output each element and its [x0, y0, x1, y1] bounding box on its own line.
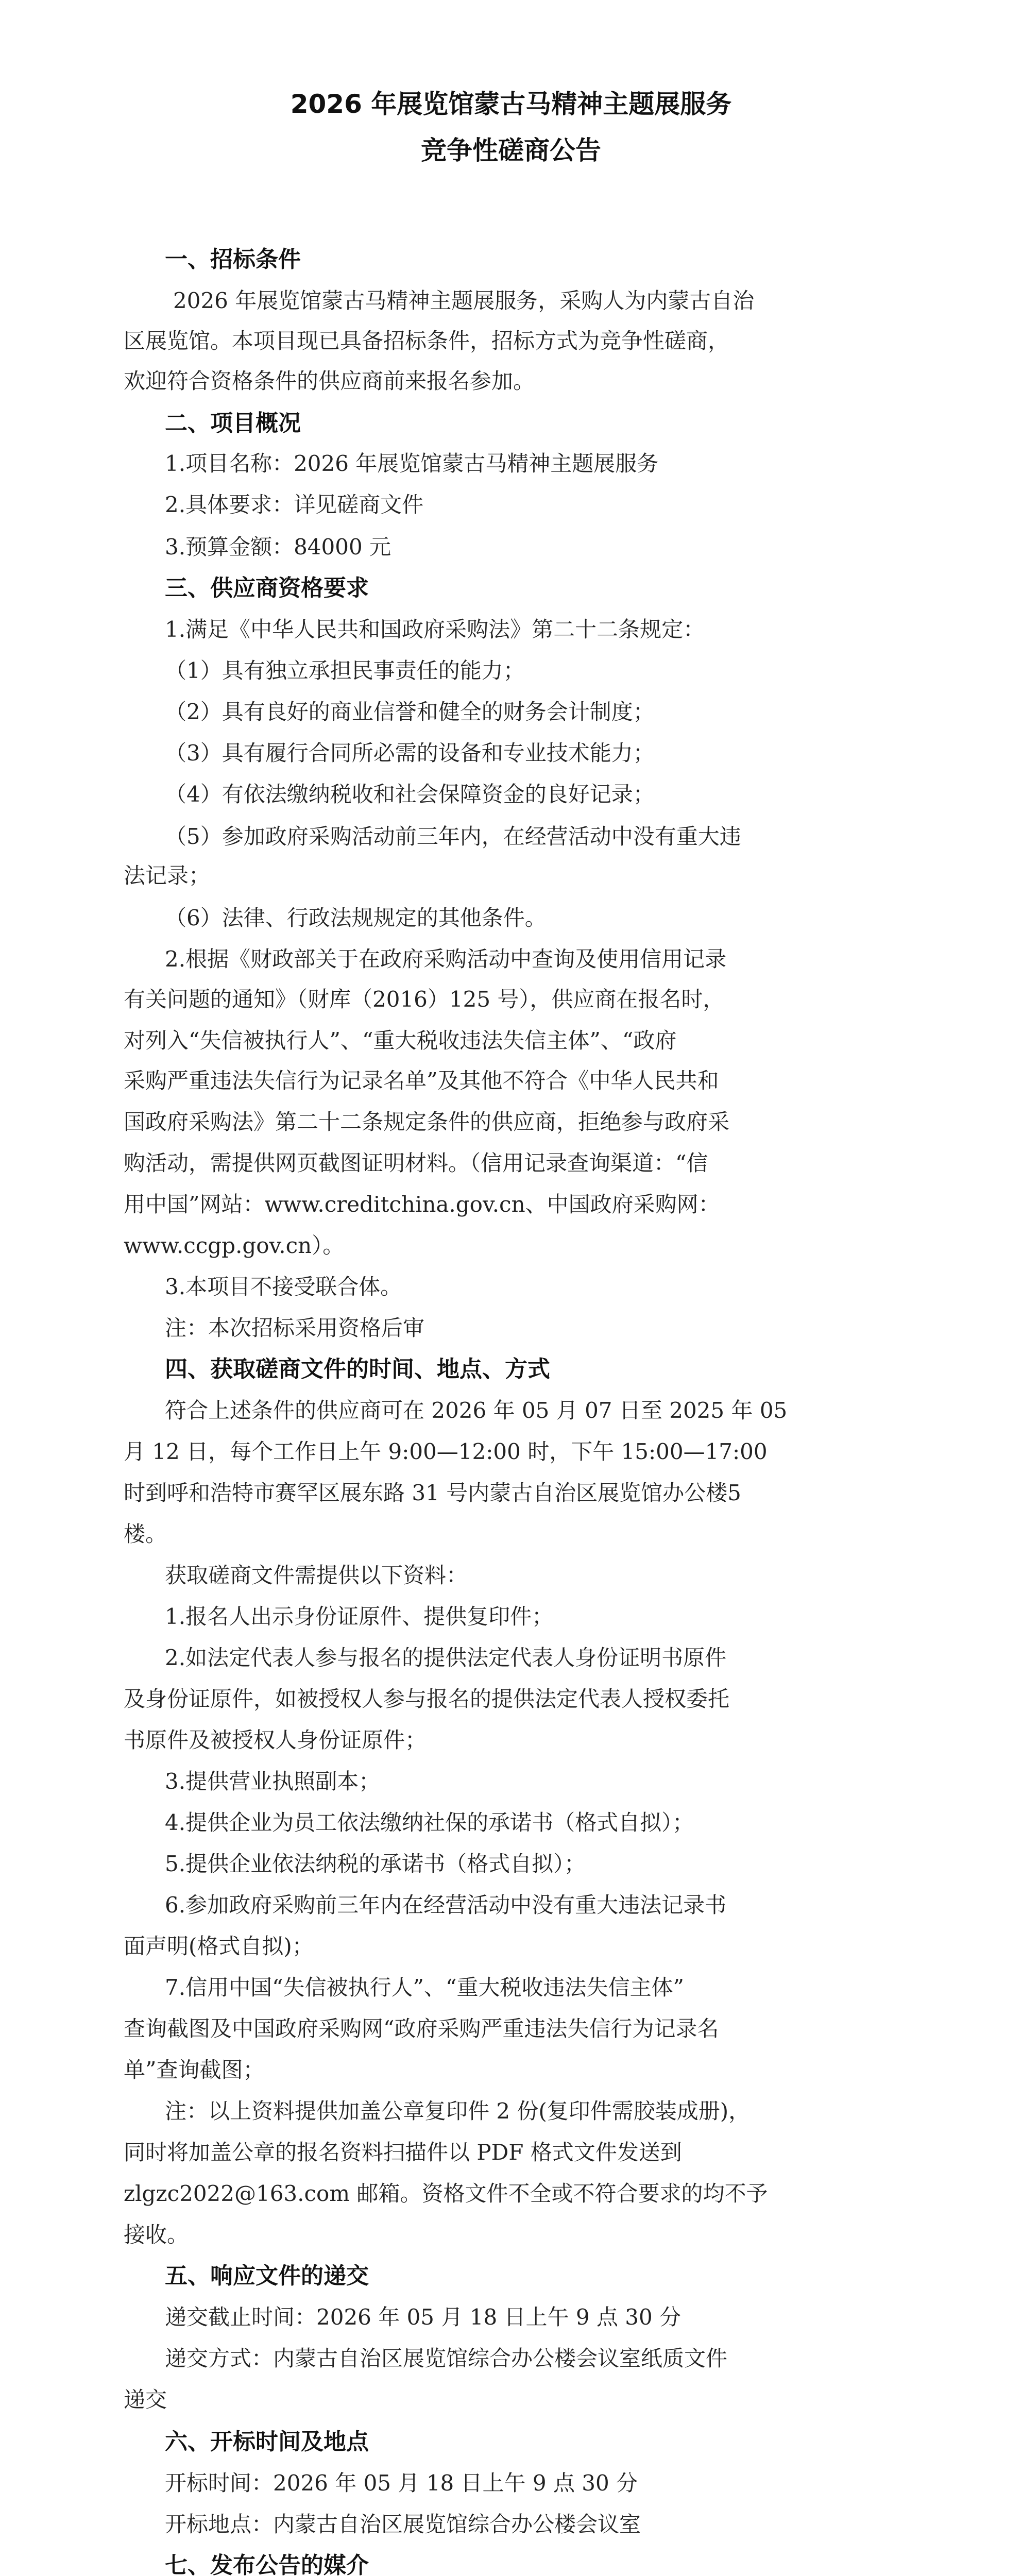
body-line: 月 12 日，每个工作日上午 9:00—12:00 时，下午 15:00—17:00	[124, 1439, 768, 1464]
body-line: （2）具有良好的商业信誉和健全的财务会计制度；	[165, 699, 655, 724]
body-line: 有关问题的通知》（财库（2016）125 号），供应商在报名时，	[124, 987, 725, 1012]
body-line: 购活动，需提供网页截图证明材料。（信用记录查询渠道：“信	[124, 1150, 708, 1176]
body-line: 符合上述条件的供应商可在 2026 年 05 月 07 日至 2025 年 05	[165, 1398, 788, 1423]
body-line: 楼。	[124, 1521, 167, 1547]
body-line: 获取磋商文件需提供以下资料：	[165, 1563, 468, 1588]
body-line: 面声明(格式自拟)；	[124, 1934, 314, 1959]
body-line: 对列入“失信被执行人”、“重大税收违法失信主体”、“政府	[124, 1028, 677, 1053]
body-line: 开标地点：内蒙古自治区展览馆综合办公楼会议室	[165, 2512, 641, 2537]
body-line: 递交	[124, 2387, 167, 2412]
body-line: 3.本项目不接受联合体。	[165, 1274, 402, 1299]
body-line: 注：以上资料提供加盖公章复印件 2 份(复印件需胶装成册)，	[165, 2098, 751, 2124]
body-line: （4）有依法缴纳税收和社会保障资金的良好记录；	[165, 782, 655, 807]
body-line: 5.提供企业依法纳税的承诺书（格式自拟）；	[165, 1851, 586, 1876]
body-line: 1.项目名称：2026 年展览馆蒙古马精神主题展服务	[165, 451, 659, 476]
body-line: 7.信用中国“失信被执行人”、“重大税收违法失信主体”	[165, 1975, 684, 2000]
body-line: 采购严重违法失信行为记录名单”及其他不符合《中华人民共和	[124, 1068, 719, 1093]
section-heading: 三、供应商资格要求	[165, 575, 369, 601]
body-line: 6.参加政府采购前三年内在经营活动中没有重大违法记录书	[165, 1892, 727, 1918]
body-line: 开标时间：2026 年 05 月 18 日上午 9 点 30 分	[165, 2470, 638, 2496]
body-line: 单”查询截图；	[124, 2057, 265, 2082]
body-line: 4.提供企业为员工依法缴纳社保的承诺书（格式自拟）；	[165, 1810, 694, 1835]
body-line: （6）法律、行政法规规定的其他条件。	[165, 905, 547, 930]
body-line: 法记录；	[124, 863, 211, 888]
body-line: 区展览馆。本项目现已具备招标条件，招标方式为竞争性磋商，	[124, 328, 730, 353]
document-title-line1: 2026 年展览馆蒙古马精神主题展服务	[290, 89, 732, 119]
section-heading: 七、发布公告的媒介	[165, 2552, 369, 2576]
body-line: （1）具有独立承担民事责任的能力；	[165, 658, 525, 683]
body-line: 3.预算金额：84000 元	[165, 534, 391, 560]
body-line: zlgzc2022@163.com 邮箱。资格文件不全或不符合要求的均不予	[124, 2181, 768, 2206]
body-line: （5）参加政府采购活动前三年内，在经营活动中没有重大违	[165, 824, 741, 849]
body-line: 书原件及被授权人身份证原件；	[124, 1727, 427, 1753]
body-line: 递交截止时间：2026 年 05 月 18 日上午 9 点 30 分	[165, 2304, 682, 2330]
body-line: （3）具有履行合同所必需的设备和专业技术能力；	[165, 740, 655, 766]
body-line: 2026 年展览馆蒙古马精神主题展服务，采购人为内蒙古自治	[173, 288, 755, 313]
document-title-line2: 竞争性磋商公告	[421, 135, 601, 165]
body-line: 2.如法定代表人参与报名的提供法定代表人身份证明书原件	[165, 1645, 727, 1670]
section-heading: 一、招标条件	[165, 246, 301, 273]
body-line: www.ccgp.gov.cn）。	[124, 1233, 345, 1258]
body-line: 国政府采购法》第二十二条规定条件的供应商，拒绝参与政府采	[124, 1109, 730, 1134]
body-line: 2.具体要求：详见磋商文件	[165, 492, 424, 517]
section-heading: 二、项目概况	[165, 410, 301, 436]
section-heading: 四、获取磋商文件的时间、地点、方式	[165, 1356, 550, 1382]
body-line: 及身份证原件，如被授权人参与报名的提供法定代表人授权委托	[124, 1686, 730, 1711]
body-line: 1.满足《中华人民共和国政府采购法》第二十二条规定：	[165, 617, 705, 642]
body-line: 用中国”网站：www.creditchina.gov.cn、中国政府采购网：	[124, 1192, 720, 1217]
body-line: 时到呼和浩特市赛罕区展东路 31 号内蒙古自治区展览馆办公楼5	[124, 1480, 741, 1505]
body-line: 2.根据《财政部关于在政府采购活动中查询及使用信用记录	[165, 946, 727, 972]
body-line: 接收。	[124, 2222, 189, 2247]
body-line: 3.提供营业执照副本；	[165, 1769, 381, 1794]
section-heading: 五、响应文件的递交	[165, 2263, 369, 2289]
body-line: 注：本次招标采用资格后审	[165, 1315, 425, 1341]
body-line: 查询截图及中国政府采购网“政府采购严重违法失信行为记录名	[124, 2016, 719, 2041]
body-line: 1.报名人出示身份证原件、提供复印件；	[165, 1604, 554, 1629]
body-line: 欢迎符合资格条件的供应商前来报名参加。	[124, 368, 535, 394]
body-line: 同时将加盖公章的报名资料扫描件以 PDF 格式文件发送到	[124, 2140, 682, 2165]
body-line: 递交方式：内蒙古自治区展览馆综合办公楼会议室纸质文件	[165, 2346, 728, 2371]
section-heading: 六、开标时间及地点	[165, 2429, 369, 2455]
